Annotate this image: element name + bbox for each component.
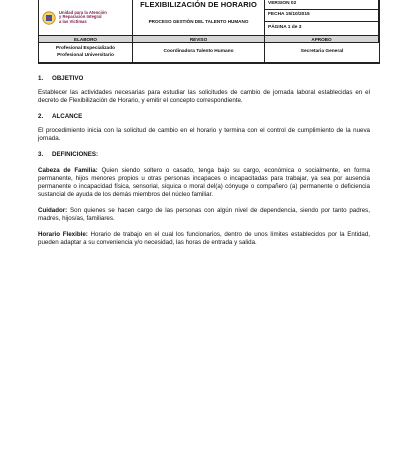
role-heading-aprobo: APROBO bbox=[265, 36, 379, 43]
alcance-text: El procedimiento inicia con la solicitud de cambio en el horario y termina con el control de cumplimiento de la nueva jornada. bbox=[38, 127, 370, 142]
definition-term: Cuidador: bbox=[38, 207, 68, 214]
section-number: 3. bbox=[38, 151, 44, 158]
section-heading-alcance bbox=[38, 113, 370, 121]
document-header-table bbox=[38, 0, 380, 64]
divider bbox=[265, 9, 378, 10]
role-name: Coordinadora Talento Humano bbox=[163, 49, 234, 55]
version-label: VERSION 02 bbox=[268, 1, 297, 6]
logo-cell bbox=[39, 0, 133, 36]
section-heading-objetivo bbox=[38, 75, 370, 83]
role-names-elaboro bbox=[39, 43, 133, 63]
document-title: FLEXIBILIZACIÓN DE HORARIO bbox=[140, 0, 257, 9]
metadata-cell bbox=[265, 0, 379, 36]
process-name: PROCESO GESTIÓN DEL TALENTO HUMANO bbox=[148, 19, 249, 24]
role-names-reviso bbox=[133, 43, 265, 63]
logo-wordmark bbox=[59, 11, 107, 25]
section-title: DEFINICIONES: bbox=[52, 151, 99, 158]
section-number: 2. bbox=[38, 113, 44, 120]
logo-line: y Reparación Integral bbox=[59, 14, 102, 20]
role-name: Secretaria General bbox=[300, 49, 344, 55]
role-heading-reviso: REVISO bbox=[133, 36, 265, 43]
logo-line: a las Víctimas bbox=[59, 18, 87, 24]
role-heading-elaboro: ELABORO bbox=[39, 36, 133, 43]
definition-horario-flexible bbox=[38, 231, 370, 247]
definition-text: Quien siendo soltero o casado, tenga bajo su cargo, económica o socialmente, en forma permanente, hijos menores propios u otras personas incapaces o incapacitadas para trabajar, ya sea por ausencia permanente o incapacidad física, sensorial, síquica o moral del(a) cónyuge o compañero (a) permanente o deficiencia sustancial de ayuda de los demás miembros del núcleo familiar. bbox=[38, 167, 370, 198]
logo-line: Unidad para la Atención bbox=[59, 9, 107, 15]
section-title: ALCANCE bbox=[52, 113, 83, 120]
definition-term: Horario Flexible: bbox=[38, 231, 88, 238]
definition-cuidador bbox=[38, 207, 370, 223]
definition-text: Son quienes se hacen cargo de las personas con algún nivel de dependencia, siendo por tanto padres, madres, hijos/as, familiares. bbox=[38, 207, 370, 222]
definition-cabeza-de-familia bbox=[38, 167, 370, 199]
role-name: Profesional Especializado bbox=[55, 46, 116, 51]
definition-term: Cabeza de Familia: bbox=[38, 167, 98, 174]
role-names-aprobo bbox=[265, 43, 379, 63]
section-title: OBJETIVO bbox=[52, 75, 84, 82]
role-name: Profesional Universitario bbox=[57, 52, 114, 58]
title-cell bbox=[133, 0, 265, 36]
section-heading-definiciones bbox=[38, 151, 370, 159]
document-body bbox=[38, 75, 370, 247]
section-number: 1. bbox=[38, 75, 44, 82]
page-number: PÁGINA 1 de 3 bbox=[268, 25, 302, 30]
date-label: FECHA 15/10/2015 bbox=[268, 12, 310, 17]
definition-text: Horario de trabajo en el cual los funcionarios, dentro de unos límites establecidos por la Entidad, pueden adaptar a su conveniencia y/o necesidad, las horas de entrada y salida. bbox=[38, 231, 371, 246]
divider bbox=[265, 21, 378, 22]
objetivo-text: Establecer las actividades necesarias para estudiar las solicitudes de cambio de jornada laboral establecidas en el decreto de Flexibilización de Horario, y emitir el concepto correspondiente. bbox=[38, 89, 370, 104]
coat-of-arms-icon bbox=[42, 11, 56, 25]
